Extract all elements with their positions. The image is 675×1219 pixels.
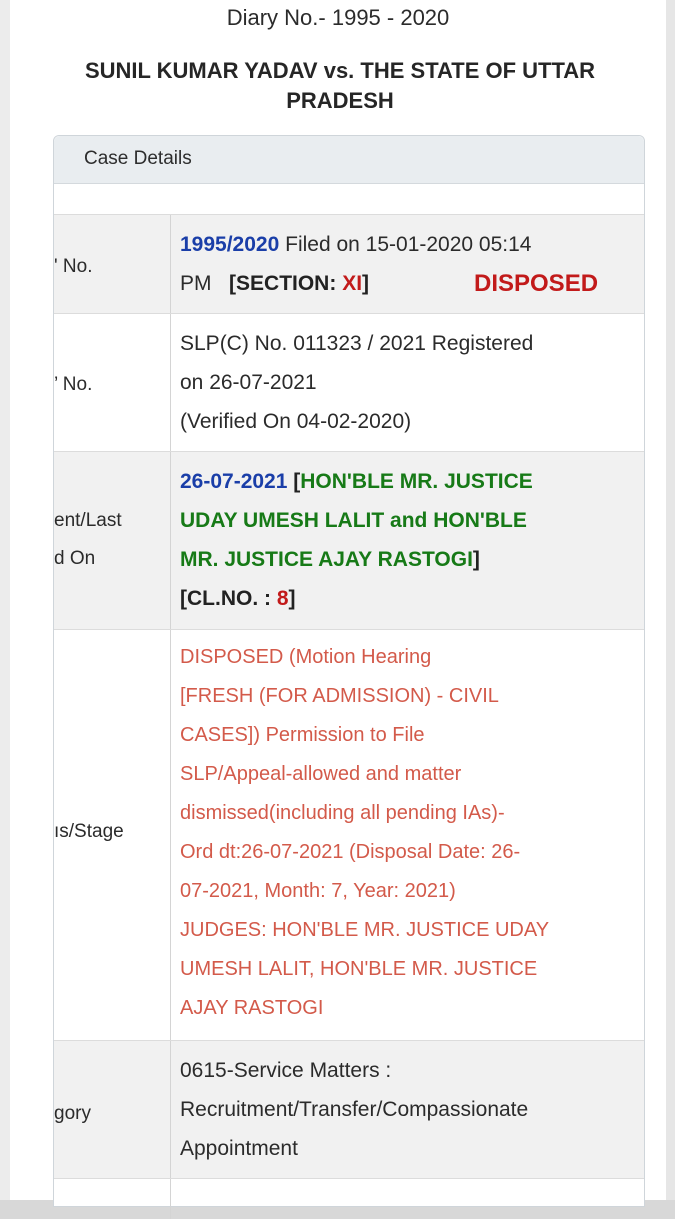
case-details-header[interactable] (54, 136, 644, 184)
case-details-panel (53, 135, 645, 1207)
parties-line-1: SUNIL KUMAR YADAV vs. THE STATE OF UTTAR (84, 58, 596, 83)
listed-date: 26-07-2021 (180, 470, 288, 493)
status-line: CASES]) Permission to File (180, 724, 425, 746)
section-prefix: [SECTION: (229, 272, 343, 295)
disposed-status-badge: DISPOSED (474, 270, 599, 297)
case-details-title: Case Details (84, 148, 192, 169)
section-suffix: ] (362, 272, 370, 295)
diary-number-heading: Diary No.- 1995 - 2020 (226, 5, 450, 30)
status-line: DISPOSED (Motion Hearing (180, 646, 432, 668)
status-stage-label: ıs/Stage (54, 821, 124, 842)
case-number-line-1: SLP(C) No. 011323 / 2021 Registered (180, 332, 534, 355)
cl-number-suffix: ] (288, 587, 296, 610)
status-line: dismissed(including all pending IAs)- (180, 802, 505, 824)
last-listed-value (180, 462, 636, 618)
last-listed-label-2: d On (54, 548, 96, 569)
category-line-1: 0615-Service Matters : (180, 1059, 392, 1082)
last-listed-row (54, 452, 644, 630)
case-parties-title (40, 56, 640, 116)
category-label: gory (54, 1103, 91, 1124)
diary-number-value (180, 225, 636, 303)
status-line: JUDGES: HON'BLE MR. JUSTICE UDAY (180, 919, 550, 941)
next-row (54, 1179, 644, 1219)
case-number-label: ’ No. (54, 374, 93, 395)
bench-line-1: HON'BLE MR. JUSTICE (300, 470, 533, 493)
status-stage-row (54, 630, 644, 1041)
case-number-line-2: on 26-07-2021 (180, 371, 317, 394)
category-line-2: Recruitment/Transfer/Compassionate (180, 1098, 529, 1121)
status-line: Ord dt:26-07-2021 (Disposal Date: 26- (180, 841, 521, 863)
parties-line-2: PRADESH (286, 88, 394, 113)
last-listed-label (54, 502, 166, 578)
right-margin (666, 0, 675, 1200)
category-line-3: Appointment (180, 1137, 298, 1160)
left-margin (0, 0, 10, 1200)
diary-number-label: ' No. (54, 256, 93, 277)
case-number-line-3: (Verified On 04-02-2020) (180, 410, 412, 433)
cl-number-value: 8 (276, 587, 289, 610)
bench-close: ] (472, 548, 480, 571)
section-value: XI (342, 272, 363, 295)
diary-number-link[interactable]: 1995/2020 (180, 233, 280, 256)
case-number-value (180, 324, 636, 441)
cl-number-prefix: [CL.NO. : (180, 587, 277, 610)
bench-open: [ (293, 470, 301, 493)
filed-on-text: Filed on 15-01-2020 05:14 (285, 233, 532, 256)
case-status-page (10, 0, 666, 1200)
diary-number-row (54, 215, 644, 314)
category-row (54, 1041, 644, 1179)
case-number-row (54, 314, 644, 452)
status-line: 07-2021, Month: 7, Year: 2021) (180, 880, 456, 902)
status-line: [FRESH (FOR ADMISSION) - CIVIL (180, 685, 499, 707)
last-listed-label-1: ent/Last (54, 510, 122, 531)
bench-line-3: MR. JUSTICE AJAY RASTOGI (180, 548, 473, 571)
status-line: UMESH LALIT, HON'BLE MR. JUSTICE (180, 958, 538, 980)
spacer-row (54, 184, 644, 215)
filed-time-suffix: PM (180, 272, 212, 295)
status-line: AJAY RASTOGI (180, 997, 324, 1019)
bench-line-2: UDAY UMESH LALIT and HON'BLE (180, 509, 527, 532)
status-stage-value (180, 638, 636, 1028)
category-value (180, 1051, 636, 1168)
status-line: SLP/Appeal-allowed and matter (180, 763, 462, 785)
